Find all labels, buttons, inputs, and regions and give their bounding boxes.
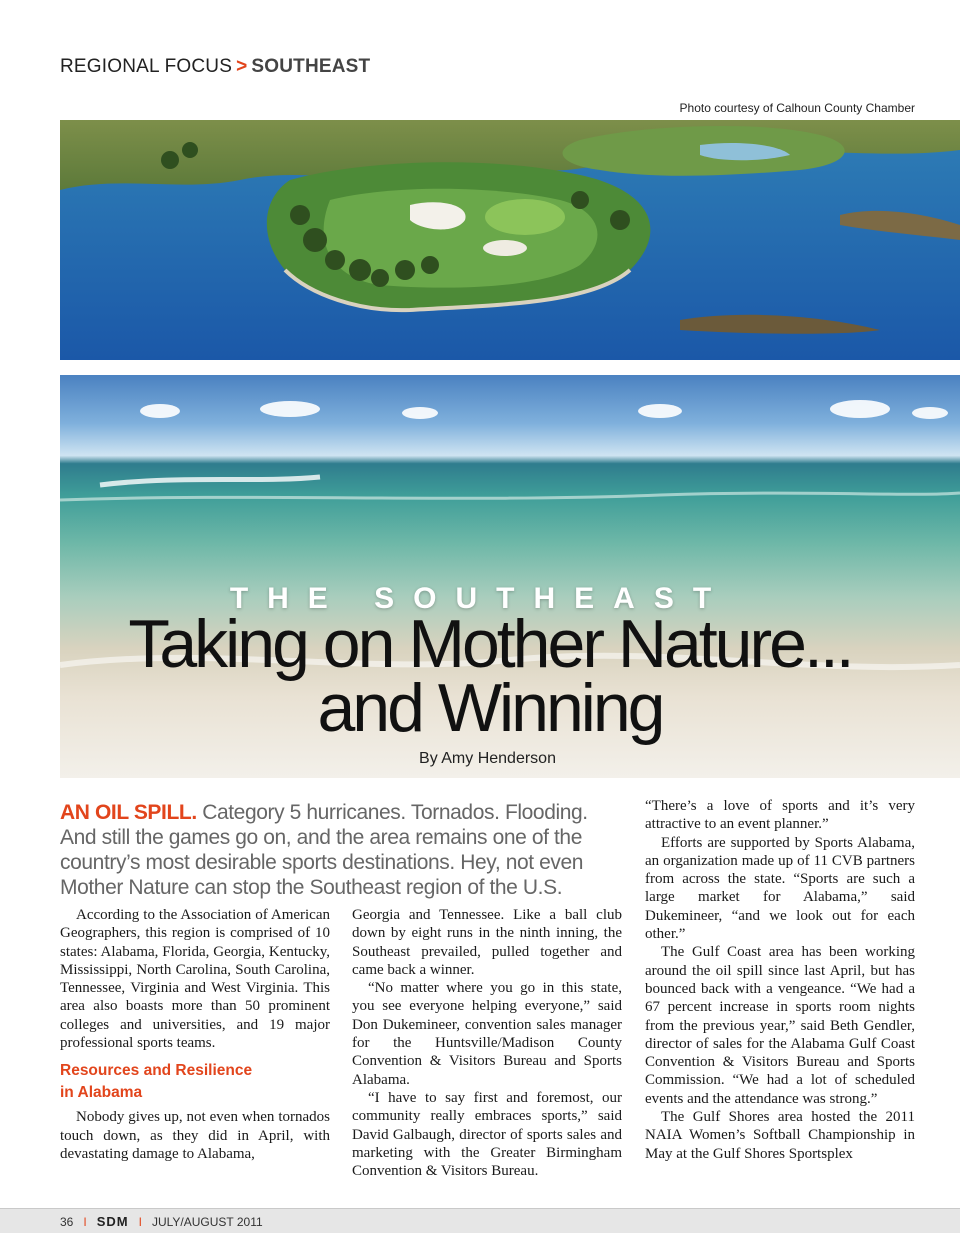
column-3 [645,797,915,1163]
col3-paragraph-3: The Gulf Coast area has been working around the oil spill since last April, but has bounced back with a vengeance. “We had a 67 percent increase in sports room nights from the previous year,” said Beth Gendler, director of sales for the Alabama Gulf Coast Convention & Visitors Bureau and Sports Commission. “We had a lot of scheduled events and the attendance was strong.” [645,944,915,1107]
title-kicker: THE SOUTHEAST [229,582,731,615]
subhead-line-2: in Alabama [60,1084,143,1102]
golf-course-photo [60,120,960,360]
column-1 [60,906,330,1163]
subhead [60,1060,330,1104]
footer-separator-2: I [138,1215,142,1229]
subhead-line-1: Resources and Resilience [60,1062,253,1080]
col3-paragraph-1: “There’s a love of sports and it’s very attractive to an event planner.” [645,798,915,833]
footer-separator-1: I [83,1215,87,1229]
lead-caps: AN OIL SPILL. [60,801,197,824]
col2-paragraph-2: “No matter where you go in this state, you see everyone helping everyone,” said Don Dukemineer, convention sales manager for the Huntsville/Madison County Convention & Visitors Bureau and Sports Alabama. [352,980,622,1088]
issue-date: JULY/AUGUST 2011 [151,1215,263,1229]
section-header [60,56,370,78]
photo-credit: Photo courtesy of Calhoun County Chamber [679,101,915,115]
col3-paragraph-2: Efforts are supported by Sports Alabama, an organization made up of 11 CVB partners from across the state. “Sports are such a large market for Alabama,” said Dukemineer, “and we look out for each other.” [645,834,915,943]
magazine-brand: SDM [96,1214,129,1229]
col1-paragraph-2: Nobody gives up, not even when tornados touch down, as they did in April, with devastating damage to Alabama, [60,1109,330,1162]
header-arrow: > [236,56,248,77]
header-prefix: REGIONAL FOCUS [60,56,233,77]
col2-paragraph-3: “I have to say first and foremost, our community really embraces sports,” said David Galbaugh, director of sports sales and marketing with the Greater Birmingham Convention & Visitors Bureau. [352,1089,622,1180]
headline-line-2: and Winning [317,670,663,746]
col2-paragraph-1: Georgia and Tennessee. Like a ball club down by eight runs in the ninth inning, the Southeast prevailed, pulled together and came back a winner. [352,907,622,978]
column-2 [352,906,622,1180]
page-footer [60,1214,263,1229]
header-section: SOUTHEAST [251,56,371,77]
headline-line-1: Taking on Mother Nature... [128,606,852,682]
col3-paragraph-4: The Gulf Shores area hosted the 2011 NAIA Women’s Softball Championship in May at the Gulf Shores Sportsplex [645,1109,915,1162]
headline [0,606,960,746]
byline: By Amy Henderson [419,750,556,767]
lead-text: Category 5 hurricanes. Tornados. Flooding. And still the games go on, and the area remains one of the country’s most desirable sports destinations. Hey, not even Mother Nature can stop the Southeast region of the U.S. [60,801,588,899]
page-number: 36 [60,1215,74,1229]
lead-paragraph [60,800,625,900]
col1-paragraph-1: According to the Association of American Geographers, this region is comprised of 10 states: Alabama, Florida, Georgia, Kentucky, Mississippi, North Carolina, South Carolina, Tennessee, Virginia and West Virginia. This area also boasts more than 50 prominent colleges and universities, and 19 major professional sports teams. [60,907,330,1052]
